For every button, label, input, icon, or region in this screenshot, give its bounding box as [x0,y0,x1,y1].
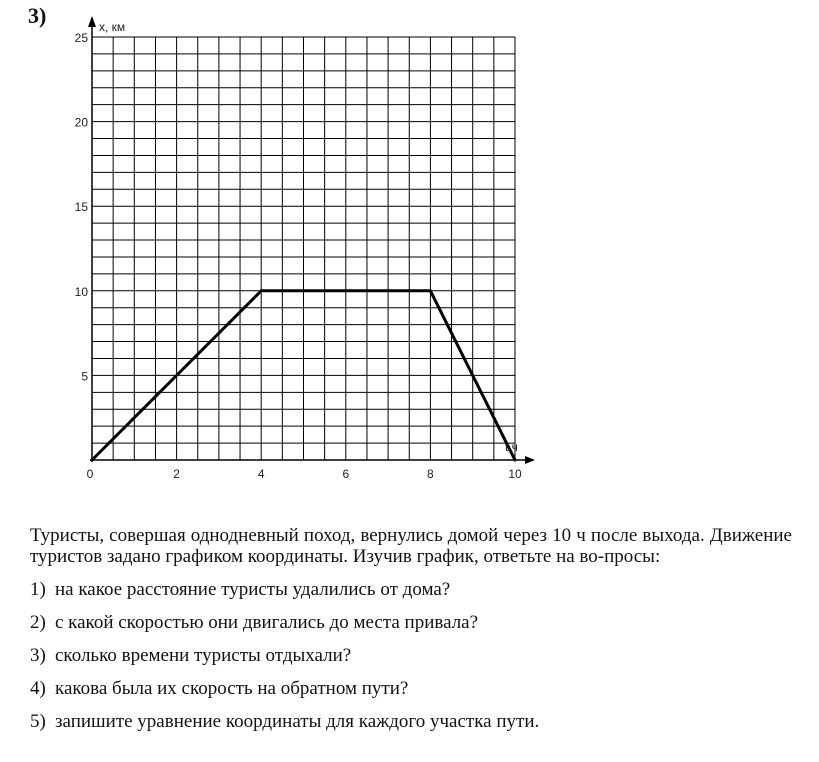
y-axis-arrow [88,16,96,27]
question-item [30,711,792,732]
x-tick-label: 8 [427,467,434,481]
chart-tick-labels [75,31,522,481]
x-axis-label: t,ч [505,440,518,454]
question-text: с какой скоростью они двигались до места привала? [55,612,479,633]
y-tick-label: 10 [74,284,88,299]
question-text: на какое расстояние туристы удалились от дома? [55,579,451,600]
question-text: запишите уравнение координаты для каждого участка пути. [55,711,540,732]
x-tick-label: 4 [257,467,265,481]
y-tick-label: 15 [74,200,88,215]
y-axis-label: x, км [99,20,126,34]
question-item [30,612,792,633]
question-number: 2) [30,612,46,633]
question-number: 3) [30,645,46,666]
question-item [30,579,792,600]
question-text: сколько времени туристы отдыхали? [55,645,352,666]
problem-text [30,525,792,732]
problem-number: 3) [28,3,47,28]
question-text: какова была их скорость на обратном пути? [55,678,409,699]
question-item [30,645,792,666]
question-number: 4) [30,678,46,699]
y-tick-label: 25 [74,31,88,45]
y-tick-label: 20 [74,115,88,130]
x-tick-label: 0 [86,467,94,481]
question-item [30,678,792,699]
question-list [30,579,792,732]
problem-intro: Туристы, совершая однодневный поход, вернулись домой через 10 ч после выхода. Движение туристов задано графиком координаты. Изучив график, ответьте на во-просы: [30,525,792,567]
x-tick-label: 10 [508,467,522,481]
x-tick-label: 6 [342,467,350,481]
question-number: 5) [30,711,46,732]
question-number: 1) [30,579,46,600]
x-tick-label: 2 [173,467,180,481]
y-tick-label: 5 [81,369,88,384]
x-axis-arrow [525,456,535,464]
